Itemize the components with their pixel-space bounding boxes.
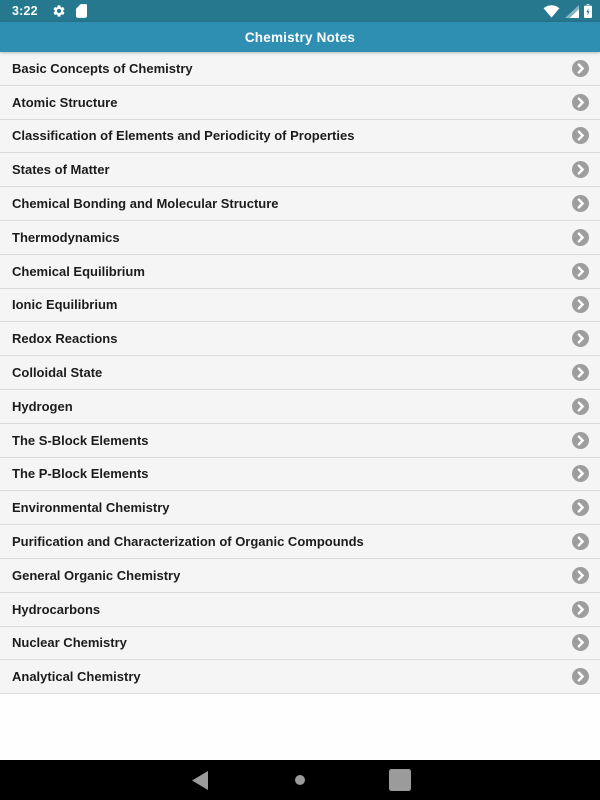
chevron-right-circle-icon <box>572 668 589 685</box>
list-item[interactable] <box>0 153 600 187</box>
list-item[interactable] <box>0 52 600 86</box>
list-item[interactable] <box>0 424 600 458</box>
list-item-label: Chemical Bonding and Molecular Structure <box>12 196 279 212</box>
chevron-right-circle-icon <box>572 330 589 347</box>
list-item[interactable] <box>0 660 600 694</box>
navigation-bar <box>0 760 600 800</box>
list-item[interactable] <box>0 289 600 323</box>
app-bar <box>0 22 600 52</box>
list-item[interactable] <box>0 559 600 593</box>
list-item[interactable] <box>0 390 600 424</box>
battery-charging-icon <box>584 4 592 18</box>
list-item[interactable] <box>0 356 600 390</box>
list-item-label: General Organic Chemistry <box>12 567 181 583</box>
list-item-label: Nuclear Chemistry <box>12 635 127 651</box>
sd-card-icon <box>76 4 87 18</box>
chevron-right-circle-icon <box>572 533 589 550</box>
chevron-right-circle-icon <box>572 161 589 178</box>
list-item-label: Redox Reactions <box>12 331 118 347</box>
list-item[interactable] <box>0 187 600 221</box>
list-item-label: Hydrocarbons <box>12 601 101 617</box>
list-item-label: The S-Block Elements <box>12 432 149 448</box>
list-item[interactable] <box>0 627 600 661</box>
home-button[interactable] <box>295 775 305 785</box>
list-item-label: The P-Block Elements <box>12 466 149 482</box>
list-item-label: Ionic Equilibrium <box>12 297 118 313</box>
list-item-label: Hydrogen <box>12 398 73 414</box>
recents-square-icon <box>389 769 411 791</box>
list-item[interactable] <box>0 221 600 255</box>
gear-icon <box>52 4 66 18</box>
list-item-label: Classification of Elements and Periodicity of Properties <box>12 128 355 144</box>
list-item-label: Environmental Chemistry <box>12 500 170 516</box>
chevron-right-circle-icon <box>572 398 589 415</box>
cellular-signal-icon <box>565 5 579 18</box>
home-circle-icon <box>295 775 305 785</box>
list-item[interactable] <box>0 458 600 492</box>
list-item[interactable] <box>0 255 600 289</box>
content-filler <box>0 694 600 760</box>
list-item[interactable] <box>0 593 600 627</box>
status-time: 3:22 <box>12 4 38 18</box>
chevron-right-circle-icon <box>572 567 589 584</box>
chevron-right-circle-icon <box>572 229 589 246</box>
list-item[interactable] <box>0 525 600 559</box>
chevron-right-circle-icon <box>572 127 589 144</box>
chevron-right-circle-icon <box>572 195 589 212</box>
chevron-right-circle-icon <box>572 465 589 482</box>
list-item[interactable] <box>0 120 600 154</box>
back-button[interactable] <box>192 771 208 790</box>
chevron-right-circle-icon <box>572 432 589 449</box>
recents-button[interactable] <box>389 769 411 791</box>
status-right-icons <box>543 4 592 18</box>
list-item-label: Basic Concepts of Chemistry <box>12 60 193 76</box>
wifi-icon <box>543 5 560 18</box>
chevron-right-circle-icon <box>572 296 589 313</box>
chevron-right-circle-icon <box>572 634 589 651</box>
page-title: Chemistry Notes <box>244 29 356 45</box>
back-triangle-icon <box>192 771 208 790</box>
list-item-label: Purification and Characterization of Organic Compounds <box>12 534 364 550</box>
list-item[interactable] <box>0 86 600 120</box>
list-item-label: Analytical Chemistry <box>12 669 141 685</box>
status-bar <box>0 0 600 22</box>
chevron-right-circle-icon <box>572 601 589 618</box>
list-item-label: Chemical Equilibrium <box>12 263 145 279</box>
chapter-list <box>0 52 600 694</box>
list-item-label: Colloidal State <box>12 365 103 381</box>
chevron-right-circle-icon <box>572 60 589 77</box>
chevron-right-circle-icon <box>572 94 589 111</box>
list-item-label: Thermodynamics <box>12 229 120 245</box>
list-item[interactable] <box>0 322 600 356</box>
chevron-right-circle-icon <box>572 263 589 280</box>
list-item-label: Atomic Structure <box>12 94 118 110</box>
chevron-right-circle-icon <box>572 499 589 516</box>
list-item-label: States of Matter <box>12 162 110 178</box>
chevron-right-circle-icon <box>572 364 589 381</box>
list-item[interactable] <box>0 491 600 525</box>
